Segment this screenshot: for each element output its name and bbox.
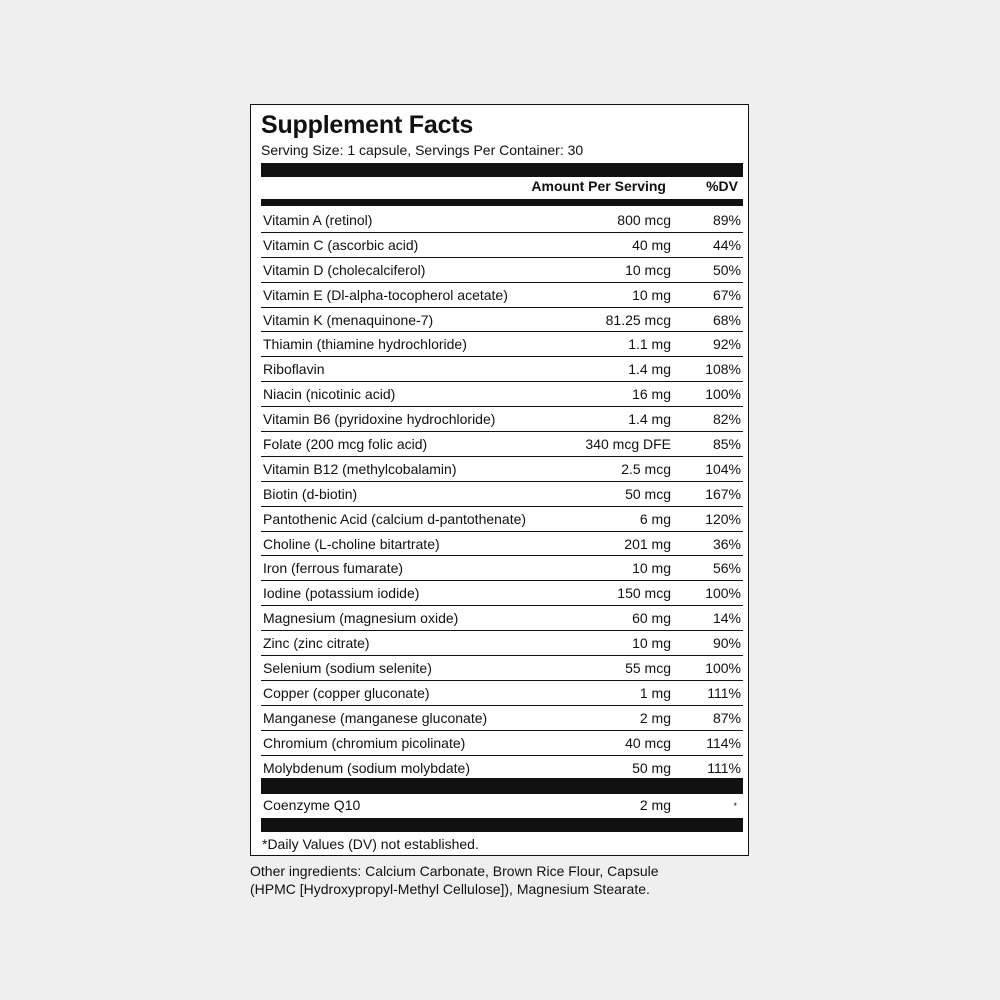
- nutrient-amount: 2 mg: [639, 709, 671, 726]
- nutrient-amount: 55 mcg: [625, 660, 671, 677]
- nutrient-amount: 50 mg: [632, 759, 671, 776]
- nutrient-dv: 67%: [712, 286, 741, 303]
- nutrient-dv: 87%: [712, 709, 741, 726]
- nutrient-row: [261, 706, 743, 731]
- nutrient-dv: 120%: [705, 510, 741, 527]
- nutrient-amount: 2 mg: [639, 797, 671, 813]
- nutrient-amount: 800 mcg: [617, 212, 671, 228]
- nutrient-dv: 36%: [712, 535, 741, 552]
- nutrient-row: [261, 581, 743, 606]
- nutrient-row: [261, 283, 743, 308]
- nutrient-name: Thiamin (thiamine hydrochloride): [263, 336, 467, 353]
- nutrient-dv: 82%: [712, 411, 741, 428]
- nutrient-amount: 40 mg: [632, 236, 671, 253]
- nutrient-amount: 2.5 mcg: [621, 460, 671, 477]
- nutrient-amount: 60 mg: [632, 610, 671, 627]
- nutrient-name: Vitamin C (ascorbic acid): [263, 236, 419, 253]
- nutrient-amount: 1.4 mg: [628, 411, 671, 428]
- nutrient-name: Folate (200 mcg folic acid): [263, 436, 428, 453]
- nutrient-name: Vitamin B12 (methylcobalamin): [263, 460, 457, 477]
- nutrient-dv: 100%: [705, 386, 741, 403]
- nutrient-dv: 111%: [707, 684, 741, 701]
- nutrient-amount: 340 mcg DFE: [585, 436, 671, 453]
- nutrient-row: [261, 731, 743, 756]
- nutrient-dv: 14%: [712, 610, 741, 627]
- nutrient-row: [261, 631, 743, 656]
- nutrient-amount: 201 mg: [624, 535, 671, 552]
- nutrient-dv: 167%: [705, 485, 741, 502]
- nutrient-row: [261, 756, 743, 780]
- other-ingredients-line: Other ingredients: Calcium Carbonate, Brown Rice Flour, Capsule: [250, 863, 659, 879]
- nutrient-dv: *: [733, 801, 737, 811]
- nutrient-name: Vitamin D (cholecalciferol): [263, 261, 426, 278]
- nutrient-row: [261, 233, 743, 258]
- nutrient-row: [261, 332, 743, 357]
- nutrient-name: Niacin (nicotinic acid): [263, 386, 396, 403]
- nutrient-amount: 1 mg: [639, 684, 671, 701]
- nutrient-row: [261, 382, 743, 407]
- serving-info: Serving Size: 1 capsule, Servings Per Container: 30: [261, 142, 584, 158]
- nutrient-amount: 1.4 mg: [628, 361, 671, 378]
- nutrient-dv: 100%: [705, 660, 741, 677]
- nutrient-row: [261, 606, 743, 631]
- nutrient-name: Vitamin E (Dl-alpha-tocopherol acetate): [263, 286, 508, 303]
- nutrient-name: Zinc (zinc citrate): [263, 635, 370, 652]
- nutrient-row: [261, 556, 743, 581]
- nutrient-amount: 1.1 mg: [628, 336, 671, 353]
- nutrient-row: [261, 656, 743, 681]
- nutrient-dv: 89%: [712, 212, 741, 228]
- nutrient-name: Coenzyme Q10: [263, 797, 361, 813]
- nutrient-amount: 40 mcg: [625, 734, 671, 751]
- nutrient-dv: 92%: [712, 336, 741, 353]
- nutrient-amount: 6 mg: [639, 510, 671, 527]
- nutrient-row: [261, 532, 743, 557]
- nutrient-name: Manganese (manganese gluconate): [263, 709, 488, 726]
- nutrient-dv: 50%: [712, 261, 741, 278]
- nutrient-amount: 16 mg: [632, 386, 671, 403]
- nutrient-dv: 114%: [706, 734, 741, 751]
- other-ingredients: [250, 862, 750, 898]
- nutrient-name: Magnesium (magnesium oxide): [263, 610, 459, 627]
- nutrient-dv: 85%: [712, 436, 741, 453]
- nutrient-row: [261, 457, 743, 482]
- nutrient-amount: 10 mcg: [625, 261, 671, 278]
- thick-divider-middle: [261, 778, 743, 794]
- nutrient-name: Pantothenic Acid (calcium d-pantothenate): [263, 510, 527, 527]
- nutrient-row: [261, 407, 743, 432]
- nutrient-dv: 90%: [712, 635, 741, 652]
- nutrient-row: [261, 258, 743, 283]
- nutrient-name: Vitamin B6 (pyridoxine hydrochloride): [263, 411, 496, 428]
- nutrient-row: [261, 208, 743, 233]
- nutrient-row: [261, 681, 743, 706]
- nutrient-name: Riboflavin: [263, 361, 325, 378]
- nutrient-amount: 81.25 mcg: [605, 311, 671, 328]
- nutrient-amount: 50 mcg: [625, 485, 671, 502]
- thick-divider-top: [261, 163, 743, 177]
- amount-header: Amount Per Serving: [531, 178, 666, 194]
- nutrient-name: Chromium (chromium picolinate): [263, 734, 466, 751]
- nutrient-amount: 150 mcg: [617, 585, 671, 602]
- footnote: *Daily Values (DV) not established.: [262, 836, 479, 852]
- dv-header: %DV: [706, 178, 738, 194]
- nutrient-dv: 111%: [707, 759, 741, 776]
- nutrient-row: [261, 432, 743, 457]
- supplement-facts-panel: [250, 104, 749, 856]
- nutrient-amount: 10 mg: [632, 635, 671, 652]
- nutrient-name: Molybdenum (sodium molybdate): [263, 759, 470, 776]
- nutrient-name: Choline (L-choline bitartrate): [263, 535, 440, 552]
- medium-divider: [261, 199, 743, 206]
- nutrient-dv: 44%: [712, 236, 741, 253]
- nutrient-amount: 10 mg: [632, 286, 671, 303]
- nutrient-name: Copper (copper gluconate): [263, 684, 430, 701]
- nutrient-name: Vitamin K (menaquinone-7): [263, 311, 434, 328]
- panel-title: Supplement Facts: [261, 111, 474, 139]
- nutrient-name: Iodine (potassium iodide): [263, 585, 420, 602]
- nutrient-name: Biotin (d-biotin): [263, 485, 358, 502]
- other-ingredients-line: (HPMC [Hydroxypropyl-Methyl Cellulose]), Magnesium Stearate.: [250, 881, 650, 897]
- nutrient-name: Selenium (sodium selenite): [263, 660, 432, 677]
- nutrient-row: [261, 507, 743, 532]
- nutrient-row: [261, 308, 743, 333]
- thick-divider-bottom: [261, 818, 743, 832]
- nutrient-dv: 56%: [712, 560, 741, 577]
- nutrient-row: [261, 357, 743, 382]
- nutrient-table: [261, 208, 743, 779]
- nutrient-dv: 68%: [712, 311, 741, 328]
- nutrient-name: Vitamin A (retinol): [263, 212, 373, 228]
- nutrient-dv: 104%: [705, 460, 741, 477]
- nutrient-name: Iron (ferrous fumarate): [263, 560, 404, 577]
- nutrient-row: [261, 482, 743, 507]
- nutrient-dv: 108%: [705, 361, 741, 378]
- coenzyme-row: [261, 796, 743, 818]
- nutrient-dv: 100%: [705, 585, 741, 602]
- nutrient-amount: 10 mg: [632, 560, 671, 577]
